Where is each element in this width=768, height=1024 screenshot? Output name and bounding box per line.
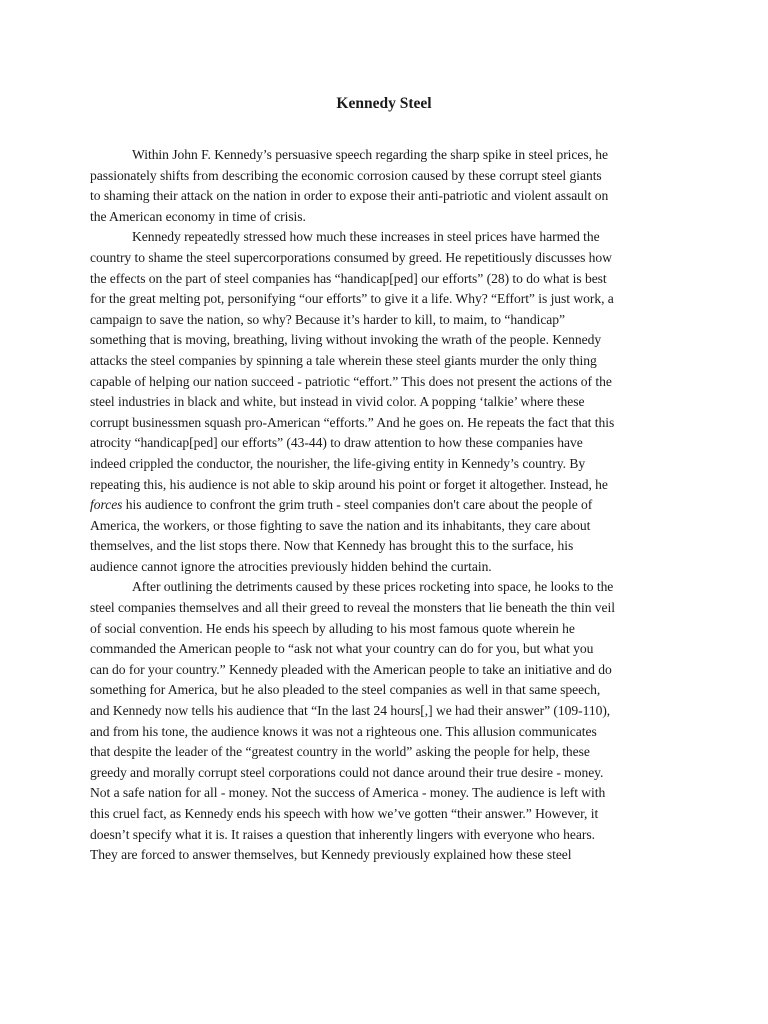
text-line: and from his tone, the audience knows it was not a righteous one. This allusion communicates xyxy=(90,723,597,739)
text-line: of social convention. He ends his speech by alluding to his most famous quote wherein he xyxy=(90,620,575,636)
text-line: America, the workers, or those fighting to save the nation and its inhabitants, they care about xyxy=(90,517,591,533)
text-line: repeating this, his audience is not able to skip around his point or forget it altogether. Instead, he xyxy=(90,476,608,492)
text-line: and Kennedy now tells his audience that “In the last 24 hours[,] we had their answer” (109-110), xyxy=(90,703,611,719)
text-line: the effects on the part of steel companies has “handicap[ped] our efforts” (28) to do what is best xyxy=(90,270,607,286)
text-line: audience cannot ignore the atrocities previously hidden behind the curtain. xyxy=(90,558,492,574)
text-line: campaign to save the nation, so why? Because it’s harder to kill, to maim, to “handicap” xyxy=(90,311,566,327)
text-line: atrocity “handicap[ped] our efforts” (43-44) to draw attention to how these companies have xyxy=(90,435,583,451)
text-line: Not a safe nation for all - money. Not the success of America - money. The audience is left with xyxy=(90,785,606,801)
text-line: passionately shifts from describing the economic corrosion caused by these corrupt steel giants xyxy=(90,167,602,183)
text-line: steel companies themselves and all their greed to reveal the monsters that lie beneath the thin veil xyxy=(90,600,615,616)
text-line: capable of helping our nation succeed - patriotic “effort.” This does not present the actions of the xyxy=(90,373,612,389)
document-body xyxy=(90,145,680,866)
text-line: country to shame the steel supercorporations consumed by greed. He repetitiously discusses how xyxy=(90,249,612,265)
text-line: to shaming their attack on the nation in order to expose their anti-patriotic and violent assault on xyxy=(90,188,609,204)
text-line: attacks the steel companies by spinning a tale wherein these steel giants murder the only thing xyxy=(90,352,597,368)
paragraph-1 xyxy=(90,145,680,227)
text-line: steel industries in black and white, but instead in vivid color. A popping ‘talkie’ where these xyxy=(90,394,585,410)
text-line: indeed crippled the conductor, the nourisher, the life-giving entity in Kennedy’s country. By xyxy=(90,455,586,471)
text-line: something for America, but he also pleaded to the steel companies as well in that same speech, xyxy=(90,682,601,698)
text-line-rest: his audience to confront the grim truth - steel companies don't care about the people of xyxy=(122,497,593,513)
text-line: this cruel fact, as Kennedy ends his speech with how we’ve gotten “their answer.” However, it xyxy=(90,806,599,821)
text-line: themselves, and the list stops there. Now that Kennedy has brought this to the surface, his xyxy=(90,538,574,554)
text-line: that despite the leader of the “greatest country in the world” asking the people for help, these xyxy=(90,744,590,760)
text-line: something that is moving, breathing, living without invoking the wrath of the people. Kennedy xyxy=(90,332,602,348)
text-line: corrupt businessmen squash pro-American “efforts.” And he goes on. He repeats the fact that this xyxy=(90,414,615,430)
text-line: can do for your country.” Kennedy pleaded with the American people to take an initiative and do xyxy=(90,661,612,677)
text-line: greedy and morally corrupt steel corporations could not dance around their true desire - money. xyxy=(90,764,604,780)
text-line-italic xyxy=(90,495,680,516)
text-line: the American economy in time of crisis. xyxy=(90,208,306,224)
paragraph-3 xyxy=(90,577,680,865)
text-line: Within John F. Kennedy’s persuasive speech regarding the sharp spike in steel prices, he xyxy=(132,147,609,162)
italic-word: forces xyxy=(90,497,123,513)
text-line: doesn’t specify what it is. It raises a question that inherently lingers with everyone who hears. xyxy=(90,826,595,842)
text-line: for the great melting pot, personifying “our efforts” to give it a life. Why? “Effort” is just work, a xyxy=(90,291,614,307)
paragraph-2 xyxy=(90,227,680,577)
text-line: After outlining the detriments caused by these prices rocketing into space, he looks to the xyxy=(132,579,614,595)
document-title: Kennedy Steel xyxy=(336,95,432,112)
text-line: Kennedy repeatedly stressed how much these increases in steel prices have harmed the xyxy=(132,229,600,245)
text-line: commanded the American people to “ask not what your country can do for you, but what you xyxy=(90,641,594,657)
text-line: They are forced to answer themselves, but Kennedy previously explained how these steel xyxy=(90,847,572,863)
